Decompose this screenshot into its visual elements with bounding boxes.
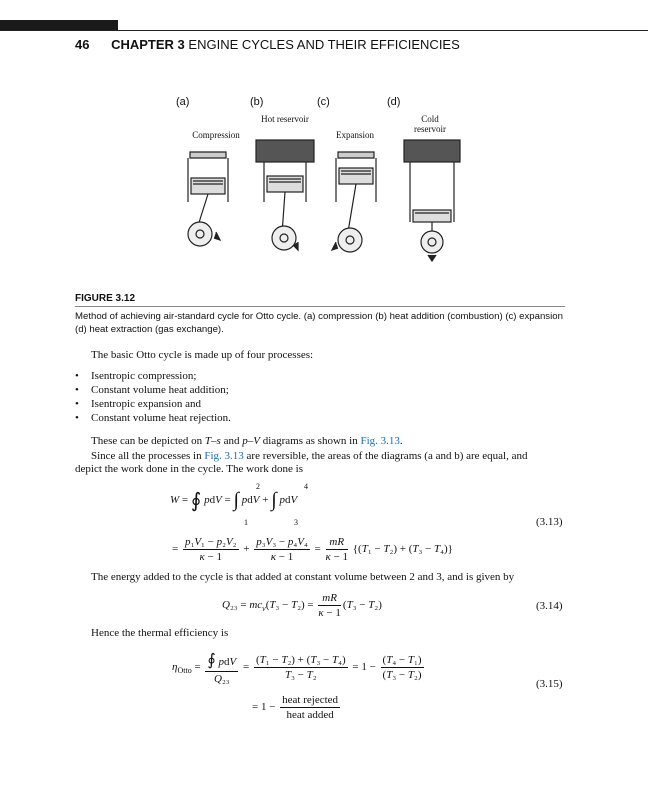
panel-label-b: (b) xyxy=(250,96,264,108)
chapter-label: CHAPTER 3 xyxy=(111,37,185,52)
equation-number: (3.13) xyxy=(536,516,563,528)
panel-label-a: (a) xyxy=(176,96,190,108)
label-compression: Compression xyxy=(192,130,240,140)
running-header xyxy=(75,37,460,52)
page-number: 46 xyxy=(75,37,90,52)
label-hot-reservoir: Hot reservoir xyxy=(261,114,309,124)
figure-caption-title: FIGURE 3.12 xyxy=(75,293,136,304)
list-item: • Constant volume heat addition; xyxy=(75,383,231,397)
paragraph-reversible: Since all the processes in Fig. 3.13 are reversible, the areas of the diagrams (a and b) are equal, and xyxy=(91,450,528,462)
equation-number: (3.14) xyxy=(536,600,563,612)
cylinder-c xyxy=(332,152,376,252)
paragraph-energy: The energy added to the cycle is that added at constant volume between 2 and 3, and is given by xyxy=(91,571,515,583)
label-cold-reservoir: Cold reservoir xyxy=(414,114,446,134)
heat-added-label: heat added xyxy=(286,709,334,721)
cylinder-d xyxy=(404,140,460,261)
list-item: • Isentropic compression; xyxy=(75,369,231,383)
figure-3-12 xyxy=(160,92,480,282)
caption-rule xyxy=(75,306,565,307)
equation-3-15-line1: $\eta_{Otto}$ = $\frac{\text{∮ pdV}}{\text{Q₂₃}}$ = $\frac{\text{(T₁ − T₂) + (T₃ − T₄)}}{\text{T₃ − T₂}}$ = 1 − $\frac{\text{(T₄ − T₁)}}{\text{(T₃ − T₂)}}$ xyxy=(172,652,422,685)
equation-3-13-line2: = $\frac{\text{p₁V₁ − p₂V₂}}{\kappa - 1}$ + $\frac{\text{p₃V₃ − p₄V₄}}{\kappa - 1}$ = $\frac{mR}{\kappa - 1}$ {(T₁ − T₂) + (T₃ − T₄)} xyxy=(172,536,453,563)
header-bar xyxy=(0,20,118,30)
list-item: • Isentropic expansion and xyxy=(75,397,231,411)
chapter-title: ENGINE CYCLES AND THEIR EFFICIENCIES xyxy=(188,37,460,52)
paragraph-intro: The basic Otto cycle is made up of four processes: xyxy=(91,349,314,361)
equation-number: (3.15) xyxy=(536,678,563,690)
engine-diagram xyxy=(160,92,480,282)
figure-link[interactable]: Fig. 3.13 xyxy=(204,450,244,462)
panel-label-d: (d) xyxy=(387,96,401,108)
header-rule xyxy=(0,30,648,31)
equation-3-14: $Q_{23} = mc_v(T_3 - T_2)$ = $\frac{mR}{\kappa - 1}$ (T₃ − T₂) xyxy=(222,592,382,619)
paragraph-efficiency: Hence the thermal efficiency is xyxy=(91,627,229,639)
heat-rejected-label: heat rejected xyxy=(282,694,339,706)
label-expansion: Expansion xyxy=(336,130,374,140)
equation-3-15-line2: = 1 − $\frac{\text{heat rejected}}{\text{heat added}}$ xyxy=(252,694,339,721)
cylinder-a xyxy=(188,152,228,246)
figure-caption-text: Method of achieving air-standard cycle for Otto cycle. (a) compression (b) heat addition (combustion) (c) expansion (d) heat extraction (gas exchange). xyxy=(75,311,563,335)
process-list xyxy=(75,369,231,425)
paragraph-diagrams: These can be depicted on T–s and p–V diagrams as shown in Fig. 3.13. xyxy=(91,435,403,447)
figure-link[interactable]: Fig. 3.13 xyxy=(360,435,400,447)
cylinder-b xyxy=(256,140,314,250)
panel-label-c: (c) xyxy=(317,96,330,108)
list-item: • Constant volume heat rejection. xyxy=(75,411,231,425)
paragraph-work: depict the work done in the cycle. The work done is xyxy=(75,463,303,475)
equation-3-13-line1: W = ∮ pdV = ∫ pdV + ∫ pdV xyxy=(170,489,298,512)
